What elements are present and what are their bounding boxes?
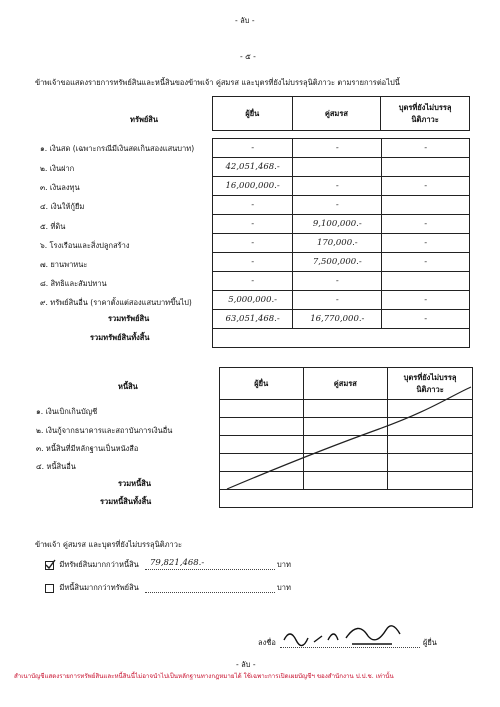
asset-label-other: ๙. ทรัพย์สินอื่น (ราคาตั้งแต่สองแสนบาทขึ้นไป): [40, 298, 192, 307]
option2-checkbox[interactable]: [45, 584, 54, 593]
asset-grand-total-cell: [213, 329, 470, 348]
asset-child-cell: -: [382, 291, 470, 310]
asset-filer-cell: -: [213, 253, 293, 272]
liab-child-header: บุตรที่ยังไม่บรรลุ นิติภาวะ: [388, 368, 473, 400]
liab-label-bankloan: ๒. เงินกู้จากธนาคารและสถาบันการเงินอื่น: [36, 426, 173, 435]
asset-filer-cell: -: [213, 196, 293, 215]
asset-label-investment: ๓. เงินลงทุน: [40, 183, 80, 192]
option1-value: 79,821,468.-: [150, 558, 205, 568]
asset-spouse-cell: -: [293, 177, 382, 196]
asset-spouse-cell: 170,000.-: [293, 234, 382, 253]
option1-checkbox[interactable]: [45, 561, 54, 570]
intro-text: ข้าพเจ้าขอแสดงรายการทรัพย์สินและหนี้สินของข้าพเจ้า คู่สมรส และบุตรที่ยังไม่บรรลุนิติภาวะ ตามรายการต่อไปนี้: [35, 78, 400, 87]
option1-unit: บาท: [277, 560, 291, 569]
asset-label-building: ๖. โรงเรือนและสิ่งปลูกสร้าง: [40, 241, 130, 250]
asset-label-vehicle: ๗. ยานพาหนะ: [40, 260, 88, 269]
assets-item-header: ทรัพย์สิน: [130, 115, 159, 124]
asset-child-cell: [382, 196, 470, 215]
asset-spouse-cell: -: [293, 139, 382, 158]
check-icon: [45, 559, 56, 570]
liab-spouse-header: คู่สมรส: [303, 368, 388, 400]
assets-child-header: บุตรที่ยังไม่บรรลุ นิติภาวะ: [381, 97, 470, 131]
page-number: - ๕ -: [240, 52, 256, 61]
asset-filer-cell: -: [213, 139, 293, 158]
asset-total-child: -: [382, 310, 470, 329]
option2-dotline: [145, 592, 275, 593]
assets-header-table: [212, 96, 470, 131]
asset-child-cell: -: [382, 234, 470, 253]
liabilities-strike-line: [219, 367, 473, 509]
asset-filer-cell: -: [213, 234, 293, 253]
liab-label-documented: ๓. หนี้สินที่มีหลักฐานเป็นหนังสือ: [36, 444, 139, 453]
asset-child-cell: -: [382, 215, 470, 234]
asset-total-spouse: 16,770,000.-: [293, 310, 382, 329]
asset-spouse-cell: 9,100,000.-: [293, 215, 382, 234]
assets-grand-total-label: รวมทรัพย์สินทั้งสิ้น: [90, 333, 150, 342]
asset-spouse-cell: -: [293, 291, 382, 310]
signature-role: ผู้ยื่น: [423, 638, 437, 647]
asset-child-cell: [382, 158, 470, 177]
liab-label-overdraft: ๑. เงินเบิกเกินบัญชี: [36, 407, 98, 416]
signature-scribble: [282, 622, 417, 654]
asset-label-land: ๕. ที่ดิน: [40, 222, 66, 231]
liab-grand-total-label: รวมหนี้สินทั้งสิ้น: [100, 497, 152, 506]
asset-spouse-cell: -: [293, 272, 382, 291]
liabilities-item-header: หนี้สิน: [118, 382, 138, 391]
asset-filer-cell: 16,000,000.-: [213, 177, 293, 196]
asset-filer-cell: -: [213, 215, 293, 234]
asset-filer-cell: 5,000,000.-: [213, 291, 293, 310]
asset-child-cell: -: [382, 177, 470, 196]
assets-total-label: รวมทรัพย์สิน: [108, 314, 150, 323]
signature-prefix: ลงชื่อ: [258, 638, 276, 647]
asset-total-filer: 63,051,468.-: [213, 310, 293, 329]
asset-label-deposit: ๒. เงินฝาก: [40, 164, 75, 173]
asset-spouse-cell: 7,500,000.-: [293, 253, 382, 272]
assets-values-table: [212, 138, 470, 348]
asset-label-cash: ๑. เงินสด (เฉพาะกรณีมีเงินสดเกินสองแสนบาท): [40, 144, 195, 153]
asset-child-cell: [382, 272, 470, 291]
summary-option1: มีทรัพย์สินมากกว่าหนี้สิน: [45, 560, 139, 570]
liab-total-label: รวมหนี้สิน: [118, 479, 151, 488]
option1-dotline: [145, 569, 275, 570]
assets-spouse-header: คู่สมรส: [292, 97, 381, 131]
option2-unit: บาท: [277, 583, 291, 592]
asset-label-rights: ๘. สิทธิและสัมปทาน: [40, 279, 107, 288]
asset-child-cell: -: [382, 139, 470, 158]
liab-label-other: ๔. หนี้สินอื่น: [36, 462, 76, 471]
footer-notice: สำเนาบัญชีแสดงรายการทรัพย์สินและหนี้สินนี้ไม่อาจนำไปเป็นหลักฐานทางกฎหมายได้ ใช้เฉพาะการเปิดเผยบัญชีฯ ของสำนักงาน ป.ป.ช. เท่านั้น: [14, 673, 394, 680]
liab-filer-header: ผู้ยื่น: [220, 368, 304, 400]
asset-spouse-cell: [293, 158, 382, 177]
assets-filer-header: ผู้ยื่น: [213, 97, 293, 131]
asset-filer-cell: -: [213, 272, 293, 291]
signature-line: [280, 647, 420, 648]
asset-filer-cell: 42,051,468.-: [213, 158, 293, 177]
asset-child-cell: -: [382, 253, 470, 272]
secret-footer: - ลับ -: [236, 660, 256, 669]
asset-label-loan: ๔. เงินให้กู้ยืม: [40, 202, 85, 211]
asset-spouse-cell: -: [293, 196, 382, 215]
summary-option2: มีหนี้สินมากกว่าทรัพย์สิน: [45, 583, 139, 593]
summary-intro: ข้าพเจ้า คู่สมรส และบุตรที่ยังไม่บรรลุนิติภาวะ: [35, 540, 183, 549]
secret-header: - ลับ -: [235, 16, 255, 25]
